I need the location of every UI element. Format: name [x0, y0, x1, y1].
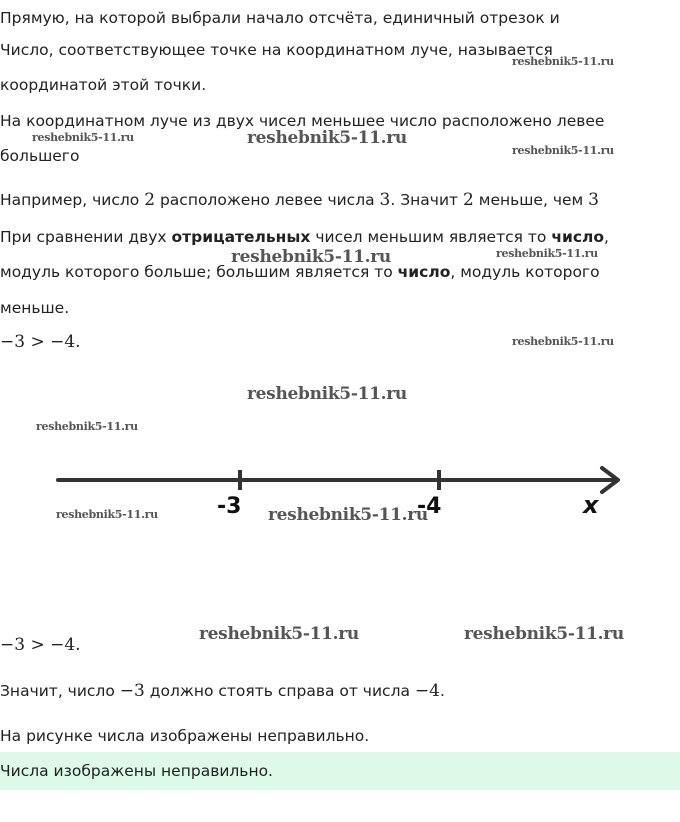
rule-bold-number: число: [551, 228, 605, 246]
paragraph-line-2: Число, соответствующее точке на координатном луче, называется: [0, 41, 553, 59]
rule-bold-number-2: число: [397, 263, 451, 281]
rule-text-4: модуль которого больше; большим является то: [0, 263, 398, 281]
watermark: reshebnik5-11.ru: [512, 144, 614, 157]
example-number-3: 3: [379, 190, 391, 210]
example-text-3: . Значит: [390, 191, 463, 209]
answer-box: [0, 752, 680, 790]
watermark: reshebnik5-11.ru: [496, 247, 598, 260]
example-text-4: меньше, чем: [473, 191, 589, 209]
example-text-2: расположено левее числа: [155, 191, 380, 209]
watermark: reshebnik5-11.ru: [231, 247, 391, 267]
paragraph-line-1: Прямую, на которой выбрали начало отсчёта, единичный отрезок и: [0, 9, 560, 27]
rule-text-3: ,: [604, 228, 609, 246]
rule-line-3: меньше.: [0, 299, 70, 317]
axis-label-x: x: [583, 491, 599, 519]
tick-label-minus-3: -3: [217, 494, 242, 519]
watermark: reshebnik5-11.ru: [199, 624, 359, 644]
example-number-2: 2: [144, 190, 156, 210]
watermark: reshebnik5-11.ru: [56, 508, 158, 521]
rule-text-2: чисел меньшим является то: [310, 228, 552, 246]
conclusion-text-1: Значит, число: [0, 682, 120, 700]
paragraph-line-5: большего: [0, 147, 80, 165]
watermark: reshebnik5-11.ru: [32, 131, 134, 144]
rule-text-5: , модуль которого: [450, 263, 600, 281]
example-sentence: [0, 190, 599, 210]
conclusion-number-1: −3: [119, 681, 145, 701]
watermark: reshebnik5-11.ru: [464, 624, 624, 644]
example-number-3b: 3: [588, 190, 599, 210]
conclusion-number-2: −4: [414, 681, 440, 701]
statement-line: На рисунке числа изображены неправильно.: [0, 727, 370, 745]
paragraph-line-3: координатой этой точки.: [0, 76, 207, 94]
answer-text: Числа изображены неправильно.: [0, 762, 273, 780]
inequality-1: −3 > −4.: [0, 332, 81, 352]
conclusion-text-3: .: [439, 682, 445, 700]
conclusion-text-2: должно стоять справа от числа: [144, 682, 415, 700]
watermark: reshebnik5-11.ru: [247, 128, 407, 148]
watermark: reshebnik5-11.ru: [512, 335, 614, 348]
inequality-2: −3 > −4.: [0, 635, 81, 655]
watermark: reshebnik5-11.ru: [512, 55, 614, 68]
rule-bold-negative: отрицательных: [171, 228, 311, 246]
rule-line-1: [0, 228, 609, 246]
watermark: reshebnik5-11.ru: [247, 384, 407, 404]
example-number-2b: 2: [463, 190, 474, 210]
rule-text-1: При сравнении двух: [0, 228, 172, 246]
watermark: reshebnik5-11.ru: [36, 420, 138, 433]
tick-label-minus-4: -4: [417, 494, 442, 519]
conclusion-line: [0, 681, 445, 701]
example-text-1: Например, число: [0, 191, 145, 209]
paragraph-line-4: На координатном луче из двух чисел меньшее число расположено левее: [0, 112, 605, 130]
watermark: reshebnik5-11.ru: [268, 505, 428, 525]
